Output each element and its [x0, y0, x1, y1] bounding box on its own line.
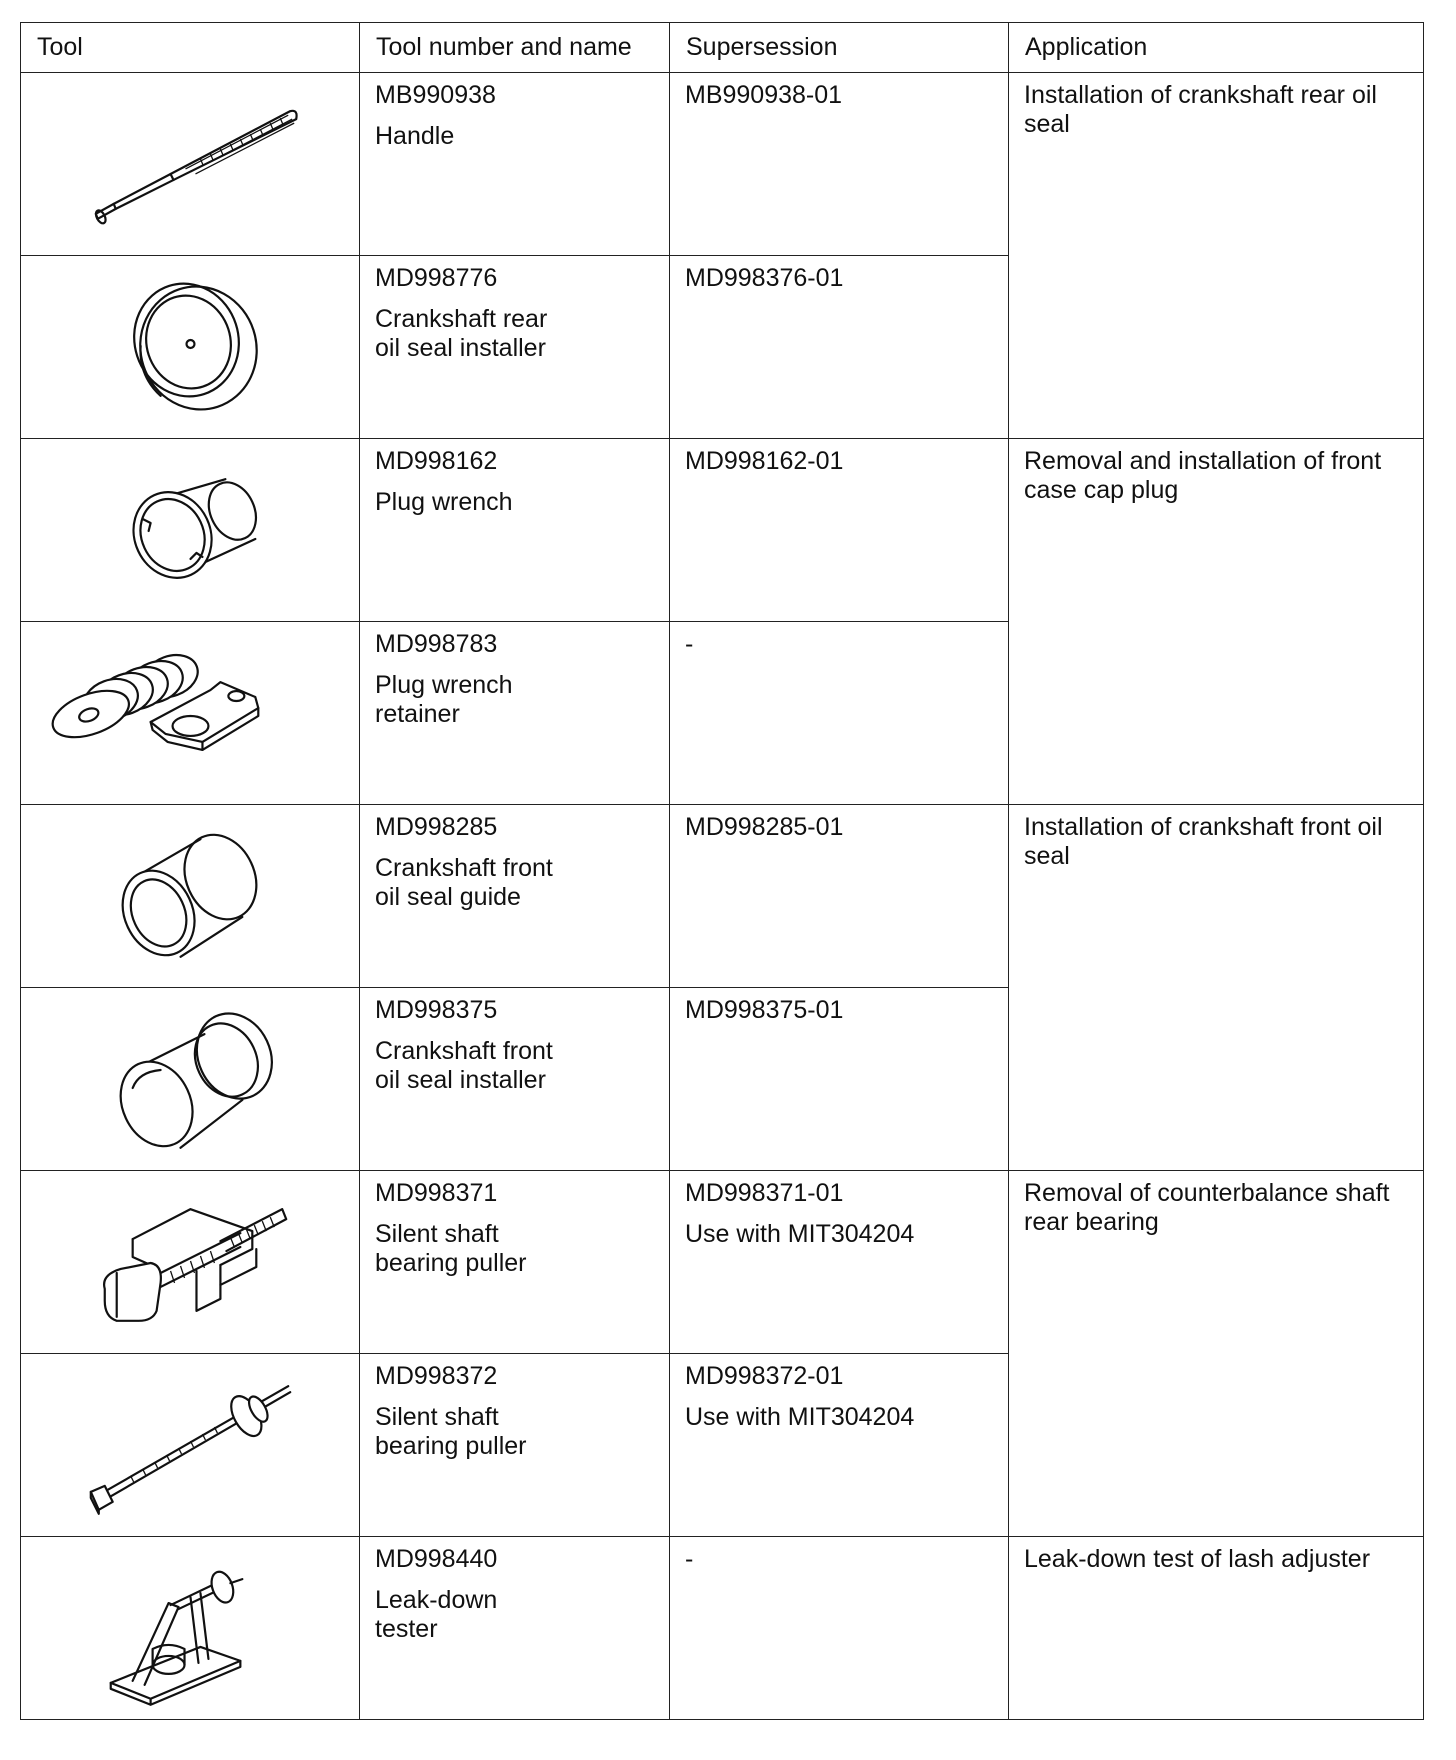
handle-icon — [21, 73, 359, 254]
tool-name: Handle — [375, 122, 455, 150]
application-cell — [1009, 1537, 1424, 1720]
bearing-puller-icon — [21, 1171, 359, 1352]
tool-number-name-cell — [360, 988, 670, 1171]
tool-name: Silent shaft bearing puller — [375, 1403, 527, 1460]
table-row — [21, 1537, 1424, 1720]
tool-image-cell — [21, 256, 360, 439]
table-row — [21, 73, 1424, 256]
table-row — [21, 805, 1424, 988]
tool-number: MD998440 — [375, 1545, 498, 1573]
tool-number-name-cell — [360, 1354, 670, 1537]
application-text: Leak-down test of lash adjuster — [1024, 1545, 1371, 1573]
plug-wrench-retainer-icon — [21, 622, 359, 803]
tool-number-name-cell — [360, 256, 670, 439]
supersession-cell — [670, 1171, 1009, 1354]
supersession-number: MD998371-01 — [685, 1179, 844, 1207]
supersession-cell — [670, 622, 1009, 805]
supersession-cell — [670, 256, 1009, 439]
tool-number: MD998371 — [375, 1179, 498, 1207]
oil-seal-installer-icon — [21, 256, 359, 437]
tool-number: MD998162 — [375, 447, 498, 475]
application-cell — [1009, 439, 1424, 805]
supersession-cell — [670, 988, 1009, 1171]
supersession-number: MD998372-01 — [685, 1362, 844, 1390]
tool-number-name-cell — [360, 439, 670, 622]
tool-number-name-cell — [360, 73, 670, 256]
tool-image-cell — [21, 73, 360, 256]
tool-number-name-cell — [360, 622, 670, 805]
application-text: Removal of counterbalance shaft rear bearing — [1024, 1179, 1390, 1236]
tool-name: Crankshaft rear oil seal installer — [375, 305, 548, 362]
header-tool-number-name: Tool number and name — [360, 23, 670, 73]
bearing-puller-shaft-icon — [21, 1354, 359, 1535]
tool-number: MD998372 — [375, 1362, 498, 1390]
supersession-number: - — [685, 1545, 694, 1573]
application-cell — [1009, 805, 1424, 1171]
supersession-number: MD998285-01 — [685, 813, 844, 841]
tool-image-cell — [21, 988, 360, 1171]
supersession-number: - — [685, 630, 694, 658]
header-application: Application — [1009, 23, 1424, 73]
supersession-number: MD998375-01 — [685, 996, 844, 1024]
plug-wrench-icon — [21, 439, 359, 620]
tool-number: MD998285 — [375, 813, 498, 841]
header-row — [21, 23, 1424, 73]
supersession-cell — [670, 1354, 1009, 1537]
tool-number: MD998783 — [375, 630, 498, 658]
tool-number: MD998776 — [375, 264, 498, 292]
table-row — [21, 1171, 1424, 1354]
leak-down-tester-icon — [21, 1537, 359, 1718]
application-text: Removal and installation of front case cap plug — [1024, 447, 1382, 504]
application-cell — [1009, 1171, 1424, 1537]
tool-number-name-cell — [360, 805, 670, 988]
supersession-cell — [670, 73, 1009, 256]
application-text: Installation of crankshaft rear oil seal — [1024, 81, 1377, 138]
header-tool: Tool — [21, 23, 360, 73]
supersession-note: Use with MIT304204 — [685, 1220, 915, 1248]
tool-image-cell — [21, 1171, 360, 1354]
header-supersession: Supersession — [670, 23, 1009, 73]
tool-number: MD998375 — [375, 996, 498, 1024]
tool-number: MB990938 — [375, 81, 496, 109]
supersession-cell — [670, 805, 1009, 988]
table-row — [21, 439, 1424, 622]
supersession-note: Use with MIT304204 — [685, 1403, 915, 1431]
tool-name: Leak-down tester — [375, 1586, 498, 1643]
front-oil-seal-installer-icon — [21, 988, 359, 1169]
tool-image-cell — [21, 622, 360, 805]
application-cell — [1009, 73, 1424, 439]
tool-name: Plug wrench — [375, 488, 513, 516]
tool-name: Crankshaft front oil seal guide — [375, 854, 553, 911]
supersession-cell — [670, 1537, 1009, 1720]
supersession-number: MB990938-01 — [685, 81, 843, 109]
tool-name: Crankshaft front oil seal installer — [375, 1037, 553, 1094]
tool-image-cell — [21, 439, 360, 622]
special-tools-table — [20, 22, 1424, 1720]
oil-seal-guide-icon — [21, 805, 359, 986]
tool-image-cell — [21, 1537, 360, 1720]
supersession-number: MD998376-01 — [685, 264, 844, 292]
application-text: Installation of crankshaft front oil seal — [1024, 813, 1383, 870]
tool-number-name-cell — [360, 1537, 670, 1720]
supersession-number: MD998162-01 — [685, 447, 844, 475]
tool-image-cell — [21, 1354, 360, 1537]
tool-image-cell — [21, 805, 360, 988]
tool-name: Silent shaft bearing puller — [375, 1220, 527, 1277]
tool-number-name-cell — [360, 1171, 670, 1354]
supersession-cell — [670, 439, 1009, 622]
tool-name: Plug wrench retainer — [375, 671, 513, 728]
